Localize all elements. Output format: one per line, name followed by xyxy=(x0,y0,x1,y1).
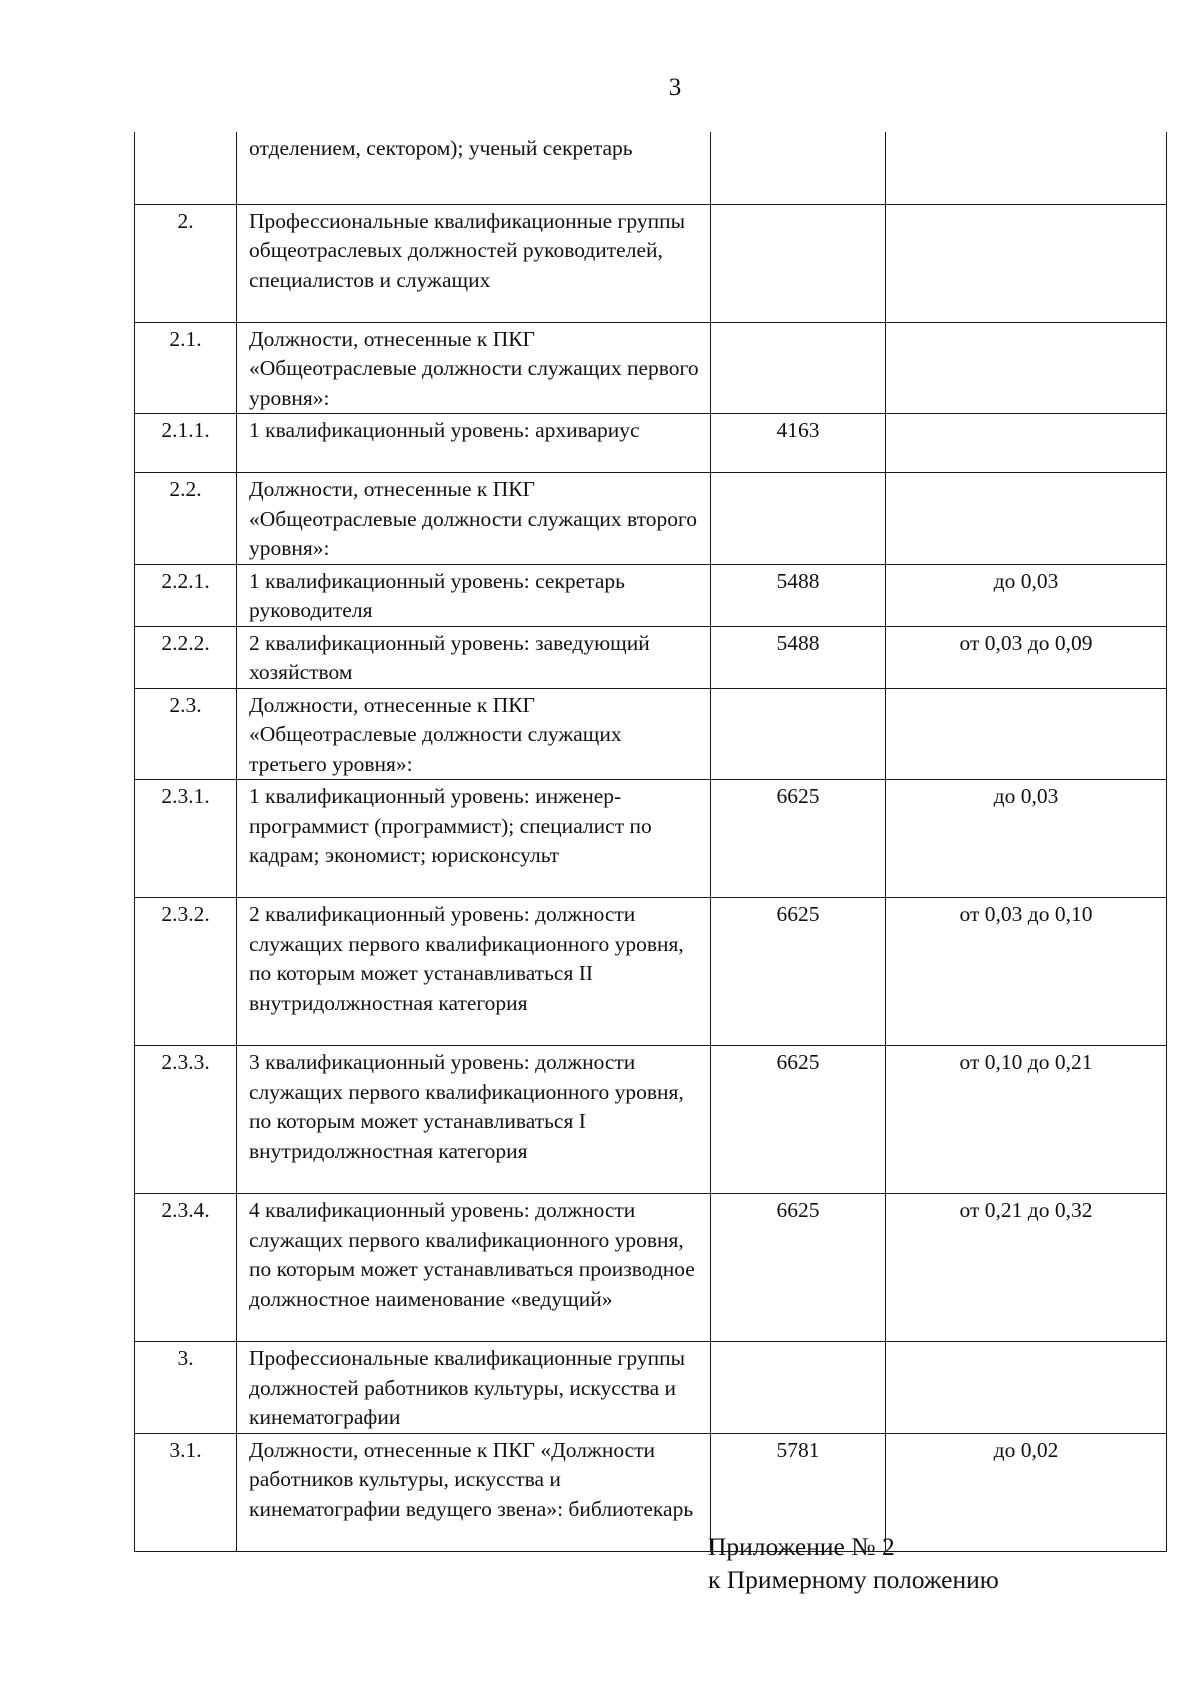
table-row xyxy=(135,898,1167,1046)
table-row xyxy=(135,1342,1167,1434)
base-salary-cell xyxy=(711,204,886,322)
position-name-cell: Должности, отнесенные к ПКГ «Общеотраслевые должности служащих второго уровня»: xyxy=(237,473,711,565)
coefficient-cell xyxy=(886,1342,1167,1434)
position-name-cell: 2 квалификационный уровень: должности служащих первого квалификационного уровня, по которым может устанавливаться II внутридолжностная категория xyxy=(237,898,711,1046)
position-name-cell: Профессиональные квалификационные группы общеотраслевых должностей руководителей, специалистов и служащих xyxy=(237,204,711,322)
coefficient-cell: до 0,03 xyxy=(886,780,1167,898)
position-name-cell: Должности, отнесенные к ПКГ «Общеотраслевые должности служащих первого уровня»: xyxy=(237,322,711,414)
base-salary-cell xyxy=(711,473,886,565)
base-salary-cell: 4163 xyxy=(711,414,886,473)
row-number-cell: 3.1. xyxy=(135,1433,237,1551)
row-number-cell: 2.3.3. xyxy=(135,1046,237,1194)
table-row xyxy=(135,132,1167,204)
coefficient-cell xyxy=(886,132,1167,204)
coefficient-cell xyxy=(886,322,1167,414)
table-row xyxy=(135,564,1167,626)
coefficient-cell xyxy=(886,414,1167,473)
page-number: 3 xyxy=(668,74,682,101)
coefficient-cell: от 0,21 до 0,32 xyxy=(886,1194,1167,1342)
coefficient-cell: от 0,10 до 0,21 xyxy=(886,1046,1167,1194)
base-salary-cell xyxy=(711,1342,886,1434)
row-number-cell: 2.3.4. xyxy=(135,1194,237,1342)
table-row xyxy=(135,688,1167,780)
position-name-cell: 4 квалификационный уровень: должности служащих первого квалификационного уровня, по которым может устанавливаться производное должностное наименование «ведущий» xyxy=(237,1194,711,1342)
row-number-cell: 2.1. xyxy=(135,322,237,414)
table-row xyxy=(135,204,1167,322)
base-salary-cell: 6625 xyxy=(711,780,886,898)
coefficient-cell xyxy=(886,688,1167,780)
table-row xyxy=(135,473,1167,565)
coefficient-cell xyxy=(886,204,1167,322)
position-name-cell: 1 квалификационный уровень: инженер-программист (программист); специалист по кадрам; экономист; юрисконсульт xyxy=(237,780,711,898)
row-number-cell: 2.3. xyxy=(135,688,237,780)
coefficient-cell: до 0,02 xyxy=(886,1433,1167,1551)
appendix-title: Приложение № 2 xyxy=(708,1532,895,1561)
row-number-cell: 2.3.2. xyxy=(135,898,237,1046)
position-name-cell: Профессиональные квалификационные группы должностей работников культуры, искусства и кинематографии xyxy=(237,1342,711,1434)
base-salary-cell xyxy=(711,132,886,204)
appendix-caption xyxy=(708,1530,999,1596)
table-row xyxy=(135,1046,1167,1194)
position-name-cell: Должности, отнесенные к ПКГ «Общеотраслевые должности служащих третьего уровня»: xyxy=(237,688,711,780)
position-name-cell: 1 квалификационный уровень: секретарь руководителя xyxy=(237,564,711,626)
position-name-cell: 3 квалификационный уровень: должности служащих первого квалификационного уровня, по которым может устанавливаться I внутридолжностная категория xyxy=(237,1046,711,1194)
base-salary-cell: 6625 xyxy=(711,1046,886,1194)
position-name-cell: отделением, сектором); ученый секретарь xyxy=(237,132,711,204)
base-salary-cell xyxy=(711,322,886,414)
table-row xyxy=(135,1433,1167,1551)
row-number-cell: 2.2.2. xyxy=(135,626,237,688)
base-salary-cell: 5488 xyxy=(711,564,886,626)
base-salary-cell: 5488 xyxy=(711,626,886,688)
coefficient-cell: до 0,03 xyxy=(886,564,1167,626)
table-row xyxy=(135,414,1167,473)
base-salary-cell: 6625 xyxy=(711,1194,886,1342)
table-row xyxy=(135,626,1167,688)
coefficient-cell xyxy=(886,473,1167,565)
row-number-cell: 2. xyxy=(135,204,237,322)
row-number-cell: 2.1.1. xyxy=(135,414,237,473)
base-salary-cell xyxy=(711,688,886,780)
coefficient-cell: от 0,03 до 0,09 xyxy=(886,626,1167,688)
row-number-cell: 2.3.1. xyxy=(135,780,237,898)
table-body xyxy=(135,132,1167,1551)
position-name-cell: Должности, отнесенные к ПКГ «Должности работников культуры, искусства и кинематографии ведущего звена»: библиотекарь xyxy=(237,1433,711,1551)
row-number-cell: 2.2. xyxy=(135,473,237,565)
appendix-subtitle: к Примерному положению xyxy=(708,1565,999,1594)
coefficient-cell: от 0,03 до 0,10 xyxy=(886,898,1167,1046)
row-number-cell: 2.2.1. xyxy=(135,564,237,626)
row-number-cell: 3. xyxy=(135,1342,237,1434)
position-name-cell: 2 квалификационный уровень: заведующий хозяйством xyxy=(237,626,711,688)
position-name-cell: 1 квалификационный уровень: архивариус xyxy=(237,414,711,473)
table-row xyxy=(135,1194,1167,1342)
base-salary-cell: 6625 xyxy=(711,898,886,1046)
base-salary-cell: 5781 xyxy=(711,1433,886,1551)
table-row xyxy=(135,780,1167,898)
row-number-cell xyxy=(135,132,237,204)
table-row xyxy=(135,322,1167,414)
salary-table xyxy=(134,132,1167,1552)
